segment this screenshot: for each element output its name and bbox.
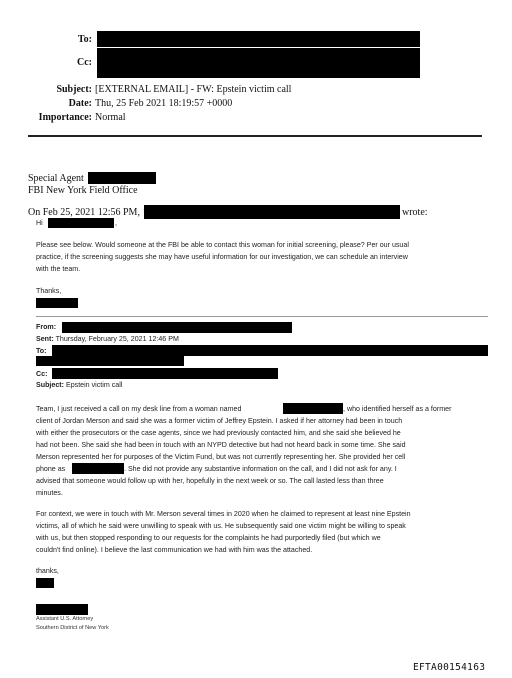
date-value: Thu, 25 Feb 2021 18:19:57 +0000 xyxy=(95,98,233,109)
fwd-cc-redaction xyxy=(52,368,278,379)
date-label: Date: xyxy=(68,98,92,109)
msg1-thanks: Thanks, xyxy=(36,287,62,295)
fwd-p1-line1b: , who identified herself as a former xyxy=(343,405,452,413)
fwd-p1-line7: advised that someone would follow up with her, hopefully in the next week or so. The call lasted less than three xyxy=(36,477,384,485)
fwd-p2-line2: victims, all of which he said were unwilling to speak with us. He subsequently said one victim might be willing to speak xyxy=(36,522,406,530)
msg1-signoff-redaction xyxy=(36,298,78,308)
fwd-sent-line xyxy=(36,334,179,346)
greeting-comma: , xyxy=(115,219,117,227)
fwd-sent-value: Thursday, February 25, 2021 12:46 PM xyxy=(55,335,179,343)
to-redaction xyxy=(97,31,420,47)
to-label: To: xyxy=(77,34,92,45)
fwd-p1-line6a: phone as xyxy=(36,465,66,473)
fwd-p1-line6b: . She did not provide any substantive information on the call, and I did not ask for any. I xyxy=(124,465,397,473)
forward-divider xyxy=(36,316,488,317)
msg1-line1: Please see below. Would someone at the FBI be able to contact this woman for initial screening, please? Per our usual xyxy=(36,241,409,249)
fwd-to-redaction-1 xyxy=(52,345,488,356)
fwd-from-label: From: xyxy=(36,323,57,331)
fwd-to-redaction-2 xyxy=(36,356,184,366)
fwd-p2-line4: couldn't find online). I believe the last communication we had with him was the attached. xyxy=(36,546,313,554)
fwd-p1-line2: client of Jordan Merson and said she was a former victim of Jeffrey Epstein. I asked if her attorney had been in touch xyxy=(36,417,403,425)
fwd-thanks: thanks, xyxy=(36,567,59,575)
fwd-p1-line1a: Team, I just received a call on my desk line from a woman named xyxy=(36,405,242,413)
attorney-title: Assistant U.S. Attorney xyxy=(36,616,94,622)
fwd-subject-value: Epstein victim call xyxy=(65,381,123,389)
agent-office: FBI New York Field Office xyxy=(28,185,138,196)
document-id: EFTA00154163 xyxy=(413,662,486,673)
fwd-subject-label: Subject: xyxy=(36,381,64,389)
quote-date-line: On Feb 25, 2021 12:56 PM, xyxy=(28,207,140,218)
fwd-p1-line8: minutes. xyxy=(36,489,63,497)
fwd-signoff-redaction xyxy=(36,578,54,588)
fwd-sent-label: Sent: xyxy=(36,335,54,343)
msg1-line3: with the team. xyxy=(36,265,81,273)
header-divider xyxy=(28,135,482,137)
fwd-p1-line3: with either the prosecutors or the case agents, since we had previously contacted him, and she said she believed he xyxy=(36,429,401,437)
quote-wrote: wrote: xyxy=(402,207,428,218)
fwd-from-redaction xyxy=(62,322,292,333)
subject-value: [EXTERNAL EMAIL] - FW: Epstein victim call xyxy=(95,84,292,95)
subject-label: Subject: xyxy=(56,84,92,95)
greeting-name-redaction xyxy=(48,218,114,228)
fwd-p2-line3: with us, but then stopped responding to our requests for the complaints he had purportedly filed (but which we xyxy=(36,534,381,542)
cc-label: Cc: xyxy=(77,57,92,68)
agent-name-redaction xyxy=(88,172,156,184)
fwd-cc-label: Cc: xyxy=(36,370,48,378)
cc-redaction xyxy=(97,48,420,78)
agent-title: Special Agent xyxy=(28,173,84,184)
fwd-p2-line1: For context, we were in touch with Mr. Merson several times in 2020 when he claimed to represent at least nine Epstein xyxy=(36,510,411,518)
attorney-name-redaction xyxy=(36,604,88,615)
msg1-line2: practice, if the screening suggests she may have useful information for our investigation, we can schedule an interview xyxy=(36,253,408,261)
attorney-office: Southern District of New York xyxy=(36,625,109,631)
importance-value: Normal xyxy=(95,112,126,123)
greeting: Hi xyxy=(36,219,43,227)
fwd-p1-line5: Merson represented her for purposes of the Victim Fund, but was not currently representing her. She provided her cell xyxy=(36,453,406,461)
importance-label: Importance: xyxy=(38,112,92,123)
fwd-subject-line xyxy=(36,380,122,392)
phone-redaction xyxy=(72,463,124,474)
fwd-p1-line4: had not been. She said she had been in touch with an NYPD detective but had not heard back in some time. She said xyxy=(36,441,406,449)
fwd-to-label: To: xyxy=(36,347,47,355)
victim-name-redaction xyxy=(283,403,343,414)
sender-redaction xyxy=(144,205,400,219)
